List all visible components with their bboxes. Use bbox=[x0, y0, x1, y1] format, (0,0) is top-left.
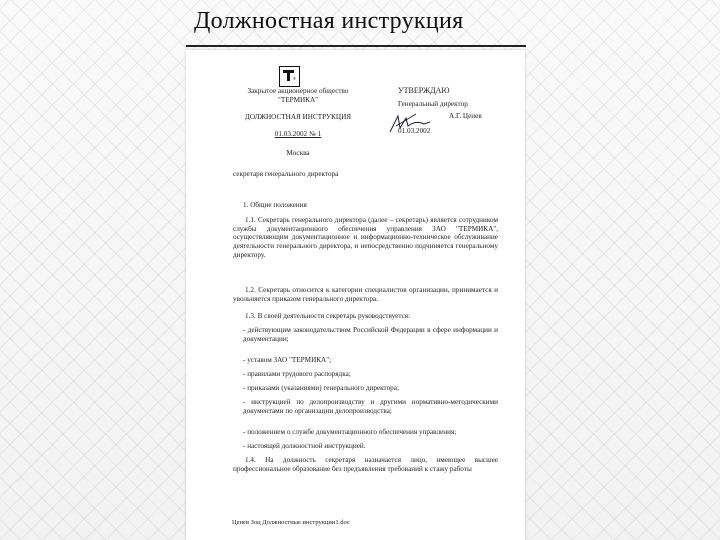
paragraph-1-2: 1.2. Секретарь относится к категории специалистов организации, принимается и увольняется приказом генерального директора. bbox=[233, 286, 498, 303]
document-page bbox=[186, 50, 525, 540]
approve-name: А.Г. Ценев bbox=[449, 112, 482, 120]
approve-role: Генеральный директор bbox=[398, 100, 468, 108]
bullet-charter: - уставом ЗАО "ТЕРМИКА"; bbox=[243, 356, 332, 364]
doc-subject: секретаря генерального директора bbox=[233, 170, 339, 178]
bullet-orders: - приказами (указаниями) генерального директора; bbox=[243, 384, 399, 392]
slide-title: Должностная инструкция bbox=[194, 8, 464, 34]
doc-city: Москва bbox=[286, 149, 310, 157]
bullet-this-instruction: - настоящей должностной инструкцией. bbox=[243, 442, 366, 450]
org-name-line1: Закрытое акционерное общество bbox=[247, 87, 349, 95]
paragraph-1-1: 1.1. Секретарь генерального директора (далее – секретарь) является сотрудником службы документационного обеспечения управления ЗАО "ТЕРМИКА", осуществляющим документационное и информационно-техническое обслуживание деятельности генерального директора, и непосредственно подчиняется генеральному директору. bbox=[233, 216, 498, 259]
bullet-instructions: - инструкцией по делопроизводству и другими нормативно-методическими документами по организации делопроизводства; bbox=[243, 398, 498, 415]
title-underline bbox=[186, 45, 526, 47]
doc-date-number: 01.03.2002 № 1 bbox=[274, 130, 322, 138]
bullet-labor-rules: - правилами трудового распорядка; bbox=[243, 370, 351, 378]
org-name-line2: "ТЕРМИКА" bbox=[277, 96, 319, 104]
termika-logo-icon: ® bbox=[279, 66, 300, 87]
doc-type: ДОЛЖНОСТНАЯ ИНСТРУКЦИЯ bbox=[244, 113, 352, 121]
paragraph-1-4: 1.4. На должность секретаря назначается лицо, имеющее высшее профессиональное образование без предъявления требований к стажу работы bbox=[233, 456, 498, 473]
section1-heading: 1. Общие положения bbox=[243, 201, 307, 209]
approve-date: 01.03.2002 bbox=[398, 127, 431, 135]
approve-title: УТВЕРЖДАЮ bbox=[398, 86, 450, 95]
paragraph-1-3: 1.3. В своей деятельности секретарь руководствуется: bbox=[245, 312, 411, 320]
doc-footer: Ценев Зоц Должностные инструкции1.doc bbox=[232, 519, 350, 526]
bullet-regulation: - положением о службе документационного обеспечения управления; bbox=[243, 428, 457, 436]
signature-icon bbox=[386, 112, 446, 136]
bullet-legislation: - действующим законодательством Российской Федерации в сфере информации и документации; bbox=[243, 326, 498, 343]
